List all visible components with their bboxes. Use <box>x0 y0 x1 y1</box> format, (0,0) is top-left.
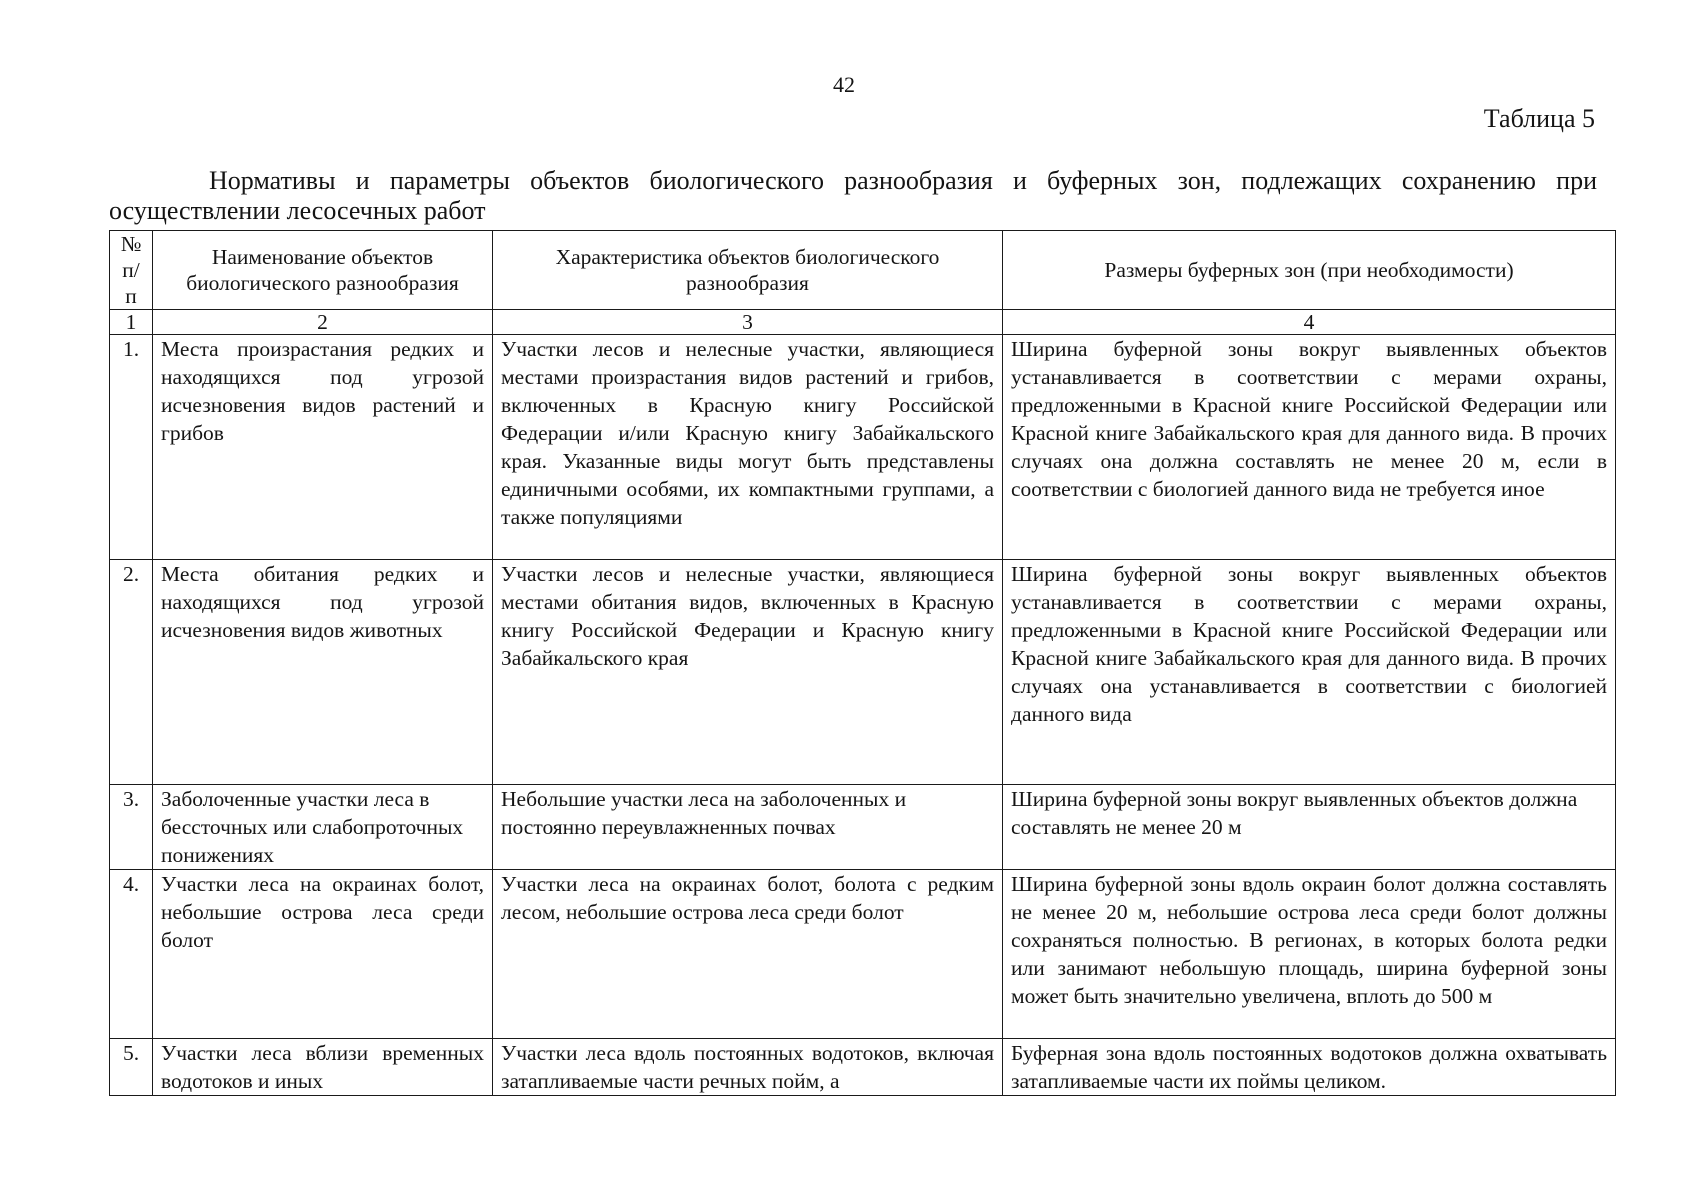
column-index-row <box>110 310 1616 335</box>
header-name: Наименование объектов биологического разнообразия <box>153 231 493 310</box>
row-number: 3. <box>110 785 153 870</box>
page-number: 42 <box>833 72 855 97</box>
column-index: 3 <box>493 310 1003 335</box>
column-index: 4 <box>1003 310 1616 335</box>
table-row <box>110 335 1616 560</box>
buffer-zone-size: Буферная зона вдоль постоянных водотоков должна охватывать затапливаемые части их поймы целиком. <box>1003 1039 1616 1096</box>
table-row <box>110 870 1616 1039</box>
object-characteristic: Небольшие участки леса на заболоченных и постоянно переувлажненных почвах <box>493 785 1003 870</box>
object-characteristic: Участки лесов и нелесные участки, являющиеся местами произрастания видов растений и грибов, включенных в Красную книгу Российской Федерации и/или Красную книгу Забайкальского края. Указанные виды могут быть представлены единичными особями, их компактными группами, а также популяциями <box>493 335 1003 560</box>
buffer-zone-size: Ширина буферной зоны вокруг выявленных объектов должна составлять не менее 20 м <box>1003 785 1616 870</box>
table-label: Таблица 5 <box>1483 104 1595 133</box>
row-number: 1. <box>110 335 153 560</box>
header-characteristic: Характеристика объектов биологического разнообразия <box>493 231 1003 310</box>
column-index: 1 <box>110 310 153 335</box>
object-characteristic: Участки леса на окраинах болот, болота с редким лесом, небольшие острова леса среди болот <box>493 870 1003 1039</box>
column-index: 2 <box>153 310 493 335</box>
object-characteristic: Участки леса вдоль постоянных водотоков, включая затапливаемые части речных пойм, а <box>493 1039 1003 1096</box>
object-characteristic: Участки лесов и нелесные участки, являющиеся местами обитания видов, включенных в Красную книгу Российской Федерации и Красную книгу Забайкальского края <box>493 560 1003 785</box>
buffer-zone-size: Ширина буферной зоны вокруг выявленных объектов устанавливается в соответствии с мерами охраны, предложенными в Красной книге Российской Федерации или Красной книге Забайкальского края для данного вида. В прочих случаях она устанавливается в соответствии с биологией данного вида <box>1003 560 1616 785</box>
buffer-zone-size: Ширина буферной зоны вдоль окраин болот должна составлять не менее 20 м, небольшие острова леса среди болот должны сохраняться полностью. В регионах, в которых болота редки или занимают небольшую площадь, ширина буферной зоны может быть значительно увеличена, вплоть до 500 м <box>1003 870 1616 1039</box>
object-name: Заболоченные участки леса в бессточных или слабопроточных понижениях <box>153 785 493 870</box>
table-row <box>110 1039 1616 1096</box>
norms-table <box>109 230 1616 1096</box>
object-name: Участки леса вблизи временных водотоков и иных <box>153 1039 493 1096</box>
table-title: Нормативы и параметры объектов биологического разнообразия и буферных зон, подлежащих сохранению при осуществлении лесосечных работ <box>109 166 1597 225</box>
header-number: № п/п <box>110 231 153 310</box>
object-name: Места произрастания редких и находящихся под угрозой исчезновения видов растений и грибов <box>153 335 493 560</box>
row-number: 2. <box>110 560 153 785</box>
row-number: 5. <box>110 1039 153 1096</box>
row-number: 4. <box>110 870 153 1039</box>
object-name: Места обитания редких и находящихся под угрозой исчезновения видов животных <box>153 560 493 785</box>
header-buffer: Размеры буферных зон (при необходимости) <box>1003 231 1616 310</box>
table-row <box>110 560 1616 785</box>
header-row <box>110 231 1616 310</box>
buffer-zone-size: Ширина буферной зоны вокруг выявленных объектов устанавливается в соответствии с мерами охраны, предложенными в Красной книге Российской Федерации или Красной книге Забайкальского края для данного вида. В прочих случаях она должна составлять не менее 20 м, если в соответствии с биологией данного вида не требуется иное <box>1003 335 1616 560</box>
table-row <box>110 785 1616 870</box>
object-name: Участки леса на окраинах болот, небольшие острова леса среди болот <box>153 870 493 1039</box>
